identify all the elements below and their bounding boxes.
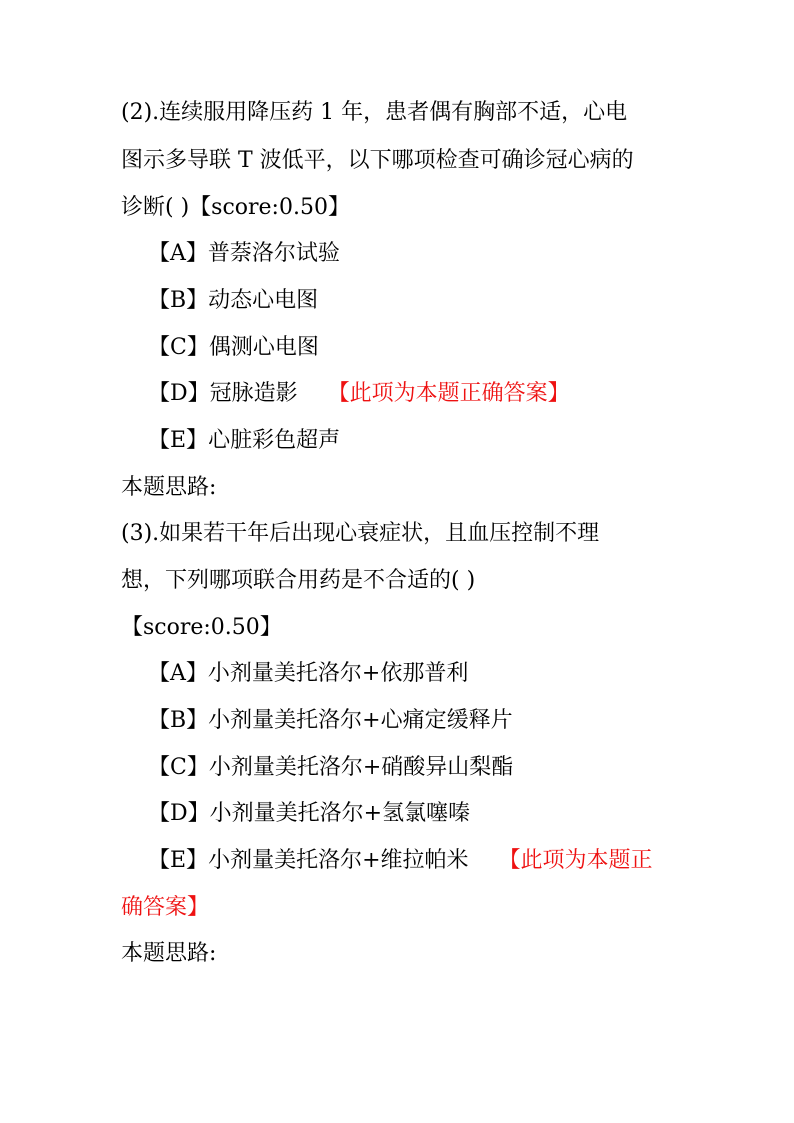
q3-option-c [148,753,513,783]
q2-option-a [148,239,340,269]
option-text: 小剂量美托洛尔+心痛定缓释片 [208,708,513,733]
option-text: 心脏彩色超声 [208,428,341,453]
option-text: 动态心电图 [208,288,319,313]
option-text: 偶测心电图 [208,335,319,360]
q2-stem-line-3: 诊断( )【score:0.50】 [121,195,350,220]
option-key: 【D】 [148,801,210,826]
option-key: 【B】 [148,708,209,733]
q2-option-b [148,286,318,316]
q3-stem-line-2: 想，下列哪项联合用药是不合适的( ) [121,568,476,593]
option-text: 普萘洛尔试验 [207,241,340,266]
q2-stem-line-1: (2).连续服用降压药 1 年，患者偶有胸部不适，心电 [121,100,628,125]
q2-option-c [148,333,319,363]
option-key: 【A】 [148,661,208,686]
q2-stem-line-2: 图示多导联 T 波低平，以下哪项检查可确诊冠心病的 [121,148,634,173]
correct-answer-marker-continued: 确答案】 [121,895,210,920]
q3-option-e [148,846,653,876]
option-key: 【B】 [148,288,209,313]
option-key: 【A】 [148,241,208,266]
q2-option-d [148,379,570,409]
q3-option-d [148,799,470,829]
option-key: 【E】 [148,848,209,873]
option-text: 小剂量美托洛尔+维拉帕米 [208,848,469,873]
correct-answer-marker: 【此项为本题正 [498,848,653,873]
option-text: 冠脉造影 [209,381,298,406]
q2-rationale-label: 本题思路: [121,475,217,500]
q3-option-b [148,706,513,736]
option-text: 小剂量美托洛尔+氢氯噻嗪 [209,801,471,826]
q3-stem-line-3: 【score:0.50】 [121,615,282,640]
option-key: 【C】 [148,755,209,780]
q2-option-e [148,426,340,456]
option-key: 【C】 [148,335,209,360]
option-text: 小剂量美托洛尔+依那普利 [207,661,469,686]
correct-answer-marker: 【此项为本题正确答案】 [327,381,570,406]
option-text: 小剂量美托洛尔+硝酸异山梨酯 [208,755,514,780]
q3-stem-line-1: (3).如果若干年后出现心衰症状，且血压控制不理 [121,521,600,546]
option-key: 【D】 [148,381,210,406]
q3-option-a [148,659,468,689]
q3-rationale-label: 本题思路: [121,941,217,966]
option-key: 【E】 [148,428,209,453]
